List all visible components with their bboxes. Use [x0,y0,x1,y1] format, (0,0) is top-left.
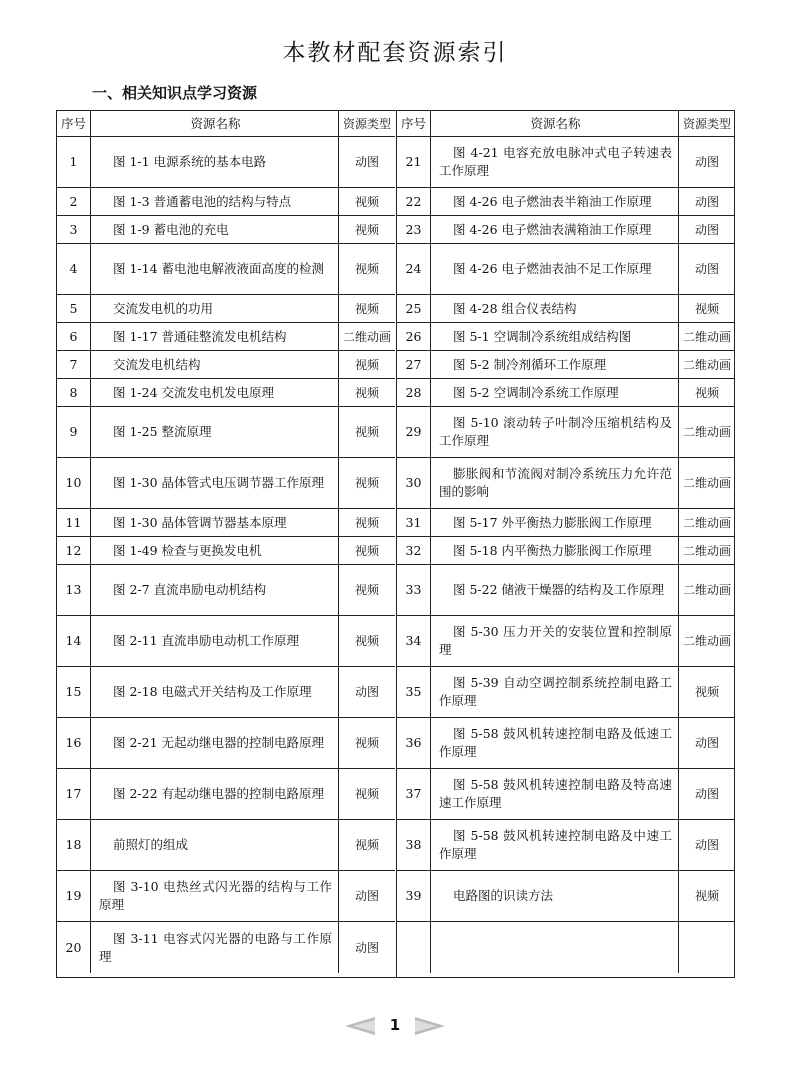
resource-name-text: 图 5-1 空调制冷系统组成结构图 [453,328,632,344]
resource-type: 视频 [354,787,379,801]
resource-type: 视频 [354,222,379,237]
row-number: 15 [57,667,91,717]
resource-type: 视频 [354,262,379,276]
table-row [57,537,395,565]
row-number: 27 [397,351,431,378]
resource-type: 视频 [354,543,379,558]
resource-name-text: 图 2-18 电磁式开关结构及工作原理 [113,684,312,699]
table-header-row [57,111,395,137]
resource-name [91,718,339,768]
row-number: 10 [57,458,91,508]
header-type: 资源类型 [682,116,731,131]
row-number: 25 [397,295,431,322]
resource-name [91,379,339,406]
header-num: 序号 [57,111,91,136]
row-number: 2 [57,188,91,215]
resource-name-text: 膨胀阀和节流阀对制冷系统压力允许范围的影响 [439,466,672,499]
resource-name-text: 图 5-58 鼓风机转速控制电路及特高速速工作原理 [439,777,672,810]
resource-name [91,458,339,508]
resource-name-text: 图 1-30 晶体管调节器基本原理 [113,514,287,530]
resource-type: 二维动画 [682,476,731,490]
resource-type: 视频 [354,838,379,852]
row-number: 23 [397,216,431,243]
table-row [397,667,735,718]
table-row [57,379,395,407]
resource-name [431,871,679,921]
resource-name-text: 图 1-30 晶体管式电压调节器工作原理 [113,475,325,490]
resource-table-right-half [396,111,735,977]
row-number: 6 [57,323,91,350]
resource-type: 视频 [354,301,379,316]
row-number: 24 [397,244,431,294]
resource-name-text: 图 4-21 电容充放电脉冲式电子转速表工作原理 [439,145,672,178]
table-row [57,718,395,769]
resource-name-text: 图 4-26 电子燃油表半箱油工作原理 [453,193,652,209]
table-row [57,616,395,667]
resource-name-text: 图 1-17 普通硅整流发电机结构 [113,328,287,344]
resource-name-text: 图 5-10 滚动转子叶制冷压缩机结构及工作原理 [439,415,672,448]
resource-type: 视频 [354,583,379,597]
resource-name [431,769,679,819]
resource-type: 动图 [694,155,719,169]
resource-type: 二维动画 [682,357,731,372]
resource-name [431,509,679,536]
row-number: 17 [57,769,91,819]
table-row [57,323,395,351]
resource-name [91,137,339,187]
resource-name-text: 交流发电机结构 [113,356,201,372]
resource-name [431,565,679,615]
page-footer [345,1014,445,1038]
row-number: 31 [397,509,431,536]
resource-name [91,351,339,378]
resource-name [91,820,339,870]
resource-type: 动图 [354,155,379,169]
table-row [397,244,735,295]
row-number: 7 [57,351,91,378]
resource-name [91,509,339,536]
resource-name-text: 图 2-11 直流串励电动机工作原理 [113,633,300,648]
row-number: 16 [57,718,91,768]
resource-table-left-half [57,111,395,977]
resource-name [431,922,679,973]
resource-name-text: 图 5-58 鼓风机转速控制电路及低速工作原理 [439,726,672,759]
resource-name [91,295,339,322]
table-row [57,769,395,820]
row-number: 38 [397,820,431,870]
row-number: 11 [57,509,91,536]
resource-name [431,820,679,870]
resource-type: 动图 [354,889,379,903]
resource-type: 动图 [354,940,379,955]
header-name: 资源名称 [431,111,679,136]
table-row [397,458,735,509]
table-row [397,922,735,973]
resource-name-text: 图 5-18 内平衡热力膨胀阀工作原理 [453,542,652,558]
resource-type: 视频 [354,425,379,439]
row-number: 18 [57,820,91,870]
table-row [397,769,735,820]
resource-type: 视频 [694,385,719,400]
table-row [397,509,735,537]
resource-name-text: 图 1-9 蓄电池的充电 [113,221,229,237]
row-number: 35 [397,667,431,717]
resource-name-text: 图 5-2 空调制冷系统工作原理 [453,384,619,400]
resource-table [56,110,735,978]
resource-type: 视频 [694,685,719,699]
resource-name-text: 图 5-22 储液干燥器的结构及工作原理 [453,582,665,597]
resource-name-text: 图 1-49 检查与更换发电机 [113,542,262,558]
resource-name-text: 图 5-17 外平衡热力膨胀阀工作原理 [453,514,652,530]
table-row [57,137,395,188]
table-row [57,216,395,244]
resource-type: 动图 [694,194,719,209]
resource-type: 二维动画 [682,425,731,439]
resource-type: 动图 [694,787,719,801]
table-row [57,351,395,379]
table-row [397,295,735,323]
table-row [397,616,735,667]
resource-name-text: 图 4-28 组合仪表结构 [453,300,577,316]
resource-type: 视频 [354,476,379,490]
table-row [397,718,735,769]
resource-type: 二维动画 [682,515,731,530]
resource-type: 动图 [354,685,379,699]
table-row [397,323,735,351]
resource-name-text: 图 1-3 普通蓄电池的结构与特点 [113,193,292,209]
row-number: 32 [397,537,431,564]
resource-name-text: 图 5-39 自动空调控制系统控制电路工作原理 [439,675,672,708]
resource-type: 动图 [694,262,719,276]
resource-type: 动图 [694,838,719,852]
resource-name [431,351,679,378]
row-number: 29 [397,407,431,457]
page-number: 1 [389,1016,401,1034]
resource-name-text: 交流发电机的功用 [113,300,214,316]
resource-type [679,922,735,973]
table-row [57,188,395,216]
row-number: 37 [397,769,431,819]
resource-name [431,537,679,564]
table-row [57,458,395,509]
table-row [397,820,735,871]
resource-name [91,565,339,615]
resource-name-text: 图 4-26 电子燃油表满箱油工作原理 [453,221,652,237]
resource-name [91,323,339,350]
resource-name [431,718,679,768]
table-row [57,407,395,458]
resource-name-text: 图 2-7 直流串励电动机结构 [113,582,267,597]
row-number: 1 [57,137,91,187]
resource-name-text: 图 2-22 有起动继电器的控制电路原理 [113,786,325,801]
row-number: 8 [57,379,91,406]
resource-name [91,244,339,294]
row-number: 34 [397,616,431,666]
row-number: 19 [57,871,91,921]
resource-type: 视频 [354,634,379,648]
resource-name [431,216,679,243]
row-number: 39 [397,871,431,921]
resource-name-text: 图 4-26 电子燃油表油不足工作原理 [453,261,652,276]
resource-type: 二维动画 [682,329,731,344]
table-row [397,537,735,565]
row-number: 36 [397,718,431,768]
resource-type: 二维动画 [682,583,731,597]
table-row [57,565,395,616]
table-row [57,667,395,718]
row-number: 22 [397,188,431,215]
resource-name [431,616,679,666]
resource-name-text: 前照灯的组成 [113,837,189,852]
row-number: 33 [397,565,431,615]
resource-name-text: 图 3-10 电热丝式闪光器的结构与工作原理 [99,879,332,912]
resource-name [91,616,339,666]
table-row [397,137,735,188]
resource-name [91,667,339,717]
row-number: 3 [57,216,91,243]
resource-name [431,458,679,508]
table-row [397,216,735,244]
table-row [397,565,735,616]
resource-name [431,137,679,187]
resource-name [431,379,679,406]
table-row [397,871,735,922]
table-row [57,509,395,537]
resource-name-text: 图 3-11 电容式闪光器的电路与工作原理 [99,930,332,964]
resource-name [431,295,679,322]
table-row [57,244,395,295]
row-number: 13 [57,565,91,615]
resource-name [91,216,339,243]
resource-type: 视频 [354,194,379,209]
table-row [397,351,735,379]
table-row [57,871,395,922]
row-number: 14 [57,616,91,666]
resource-type: 视频 [354,385,379,400]
table-row [397,188,735,216]
row-number: 12 [57,537,91,564]
resource-type: 视频 [354,515,379,530]
resource-name [431,188,679,215]
row-number [397,922,431,973]
section-heading: 一、相关知识点学习资源 [92,84,258,102]
table-row [57,922,395,973]
row-number: 28 [397,379,431,406]
resource-name [431,244,679,294]
row-number: 26 [397,323,431,350]
resource-name [431,407,679,457]
resource-name-text: 图 1-14 蓄电池电解液液面高度的检测 [113,261,325,276]
row-number: 9 [57,407,91,457]
resource-name-text: 图 2-21 无起动继电器的控制电路原理 [113,735,325,750]
resource-name [91,922,339,973]
resource-type: 视频 [694,301,719,316]
resource-type: 视频 [354,357,379,372]
resource-type: 视频 [354,736,379,750]
page-title: 本教材配套资源索引 [282,40,508,66]
resource-name-text: 图 5-30 压力开关的安装位置和控制原理 [439,624,672,657]
table-header-row [397,111,735,137]
table-row [57,295,395,323]
row-number: 4 [57,244,91,294]
resource-name [91,537,339,564]
table-row [397,379,735,407]
header-num: 序号 [397,111,431,136]
table-row [57,820,395,871]
resource-name [431,667,679,717]
row-number: 21 [397,137,431,187]
resource-type: 视频 [694,889,719,903]
header-type: 资源类型 [342,116,391,131]
header-name: 资源名称 [91,111,339,136]
resource-name-text: 电路图的识读方法 [453,888,554,903]
resource-type: 二维动画 [342,329,391,344]
table-row [397,407,735,458]
row-number: 5 [57,295,91,322]
resource-name-text: 图 5-2 制冷剂循环工作原理 [453,356,607,372]
resource-name-text: 图 1-1 电源系统的基本电路 [113,154,267,169]
resource-name-text: 图 5-58 鼓风机转速控制电路及中速工作原理 [439,828,672,861]
row-number: 30 [397,458,431,508]
resource-type: 动图 [694,222,719,237]
resource-name-text: 图 1-24 交流发电机发电原理 [113,384,275,400]
resource-type: 二维动画 [682,543,731,558]
resource-type: 动图 [694,736,719,750]
resource-name [91,769,339,819]
resource-name [91,871,339,921]
resource-name [91,407,339,457]
resource-type: 二维动画 [682,634,731,648]
resource-name [91,188,339,215]
resource-name-text: 图 1-25 整流原理 [113,424,212,439]
resource-name [431,323,679,350]
row-number: 20 [57,922,91,973]
